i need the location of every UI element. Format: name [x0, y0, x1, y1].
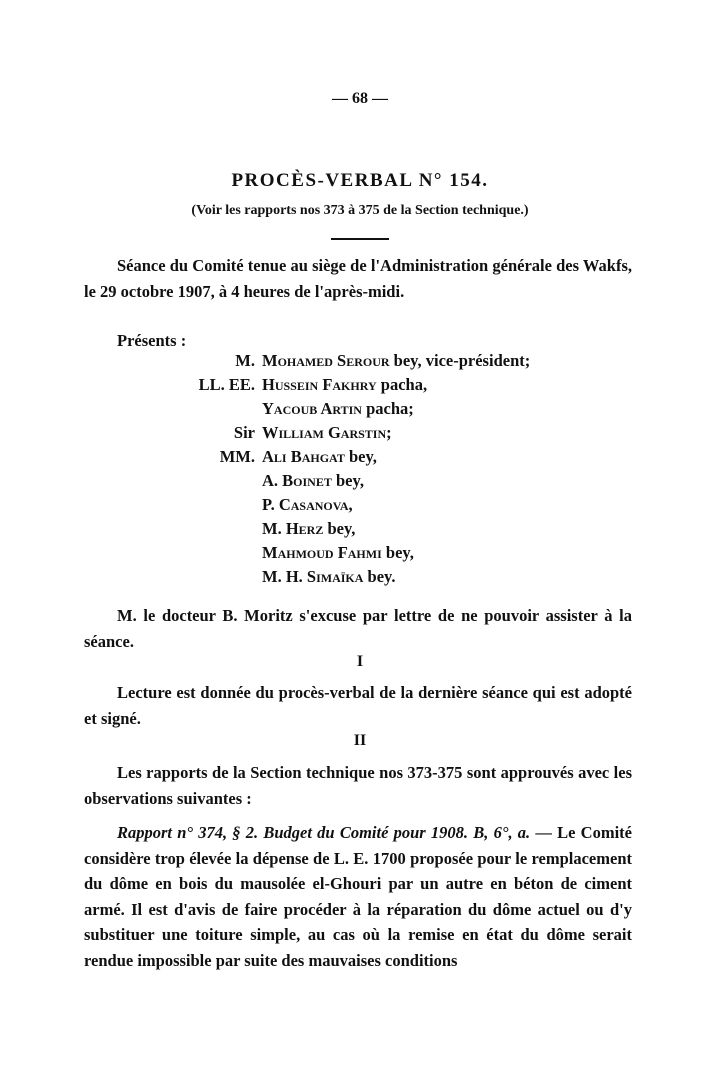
- title-rule: [331, 238, 389, 240]
- section-numeral-1: I: [356, 653, 364, 670]
- section-1-paragraph: Lecture est donnée du procès-verbal de la dernière séance qui est adopté et signé.: [84, 683, 632, 728]
- attendee-prefix: M.: [235, 351, 255, 370]
- page-title: PROCÈS-VERBAL N° 154.: [231, 170, 489, 191]
- attendee-row: [84, 471, 632, 495]
- attendee-name: M. H. Simaïka bey.: [262, 567, 396, 586]
- attendee-row: [84, 351, 632, 375]
- attendee-name: Ali Bahgat bey,: [262, 447, 377, 466]
- attendee-name: Mahmoud Fahmi bey,: [262, 543, 414, 562]
- attendee-prefix: Sir: [233, 423, 255, 442]
- attendee-name: Yacoub Artin pacha;: [262, 399, 414, 418]
- opening-paragraph: Séance du Comité tenue au siège de l'Administration générale des Wakfs, le 29 octobre 1907, à 4 heures de l'après-midi.: [84, 256, 632, 301]
- attendee-row: [84, 423, 632, 447]
- attendee-name: M. Herz bey,: [262, 519, 356, 538]
- report-reference: Rapport n° 374, § 2. Budget du Comité pour 1908. B, 6°, a.: [117, 823, 531, 842]
- attendee-row: [84, 567, 632, 591]
- attendee-row: [84, 375, 632, 399]
- attendee-name: Hussein Fakhry pacha,: [262, 375, 428, 394]
- attendee-row: [84, 543, 632, 567]
- report-text: — Le Comité considère trop élevée la dépense de L. E. 1700 proposée pour le remplacement du dôme en bois du mausolée el-Ghouri par un autre en béton de ciment armé. Il est d'avis de faire procéder à la réparation du dôme actuel ou d'y substituer une toiture simple, au cas où la remise en état du dôme serait rendue impossible par suite des mauvaises conditions: [84, 823, 632, 970]
- report-paragraph: [84, 820, 632, 973]
- page-number: — 68 —: [332, 90, 388, 107]
- attendee-prefix: LL. EE.: [198, 375, 255, 394]
- section-2-paragraph: Les rapports de la Section technique nos 373-375 sont approuvés avec les observations suivantes :: [84, 763, 632, 808]
- attendee-name: A. Boinet bey,: [262, 471, 364, 490]
- attendee-row: [84, 495, 632, 519]
- attendee-name: William Garstin;: [262, 423, 392, 442]
- attendee-name: Mohamed Serour bey, vice-président;: [262, 351, 531, 370]
- excuse-paragraph: M. le docteur B. Moritz s'excuse par lettre de ne pouvoir assister à la séance.: [84, 606, 632, 651]
- attendee-row: [84, 447, 632, 471]
- present-label: Présents :: [117, 331, 187, 350]
- attendee-list: [84, 351, 632, 591]
- attendee-row: [84, 519, 632, 543]
- subtitle: (Voir les rapports nos 373 à 375 de la Section technique.): [191, 203, 529, 218]
- attendee-prefix: MM.: [219, 447, 255, 466]
- section-numeral-2: II: [353, 732, 367, 749]
- attendee-name: P. Casanova,: [262, 495, 353, 514]
- attendee-row: [84, 399, 632, 423]
